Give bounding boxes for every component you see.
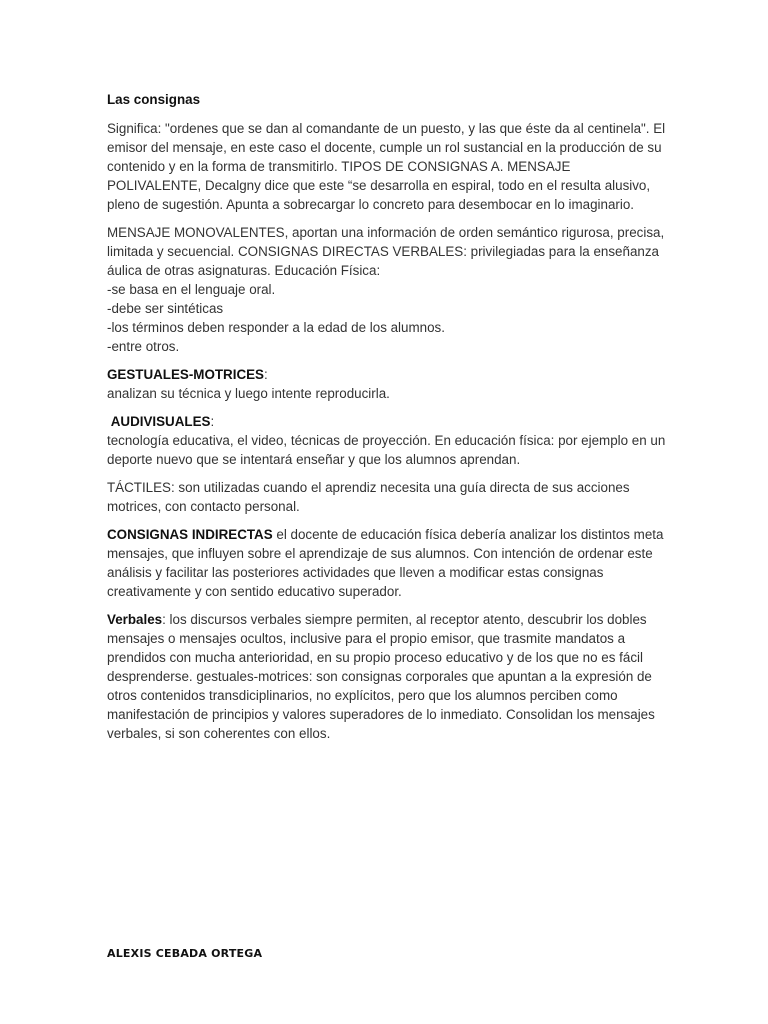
- paragraph-tactiles: TÁCTILES: son utilizadas cuando el aprendiz necesita una guía directa de sus acciones motrices, con contacto personal.: [107, 480, 630, 514]
- indirectas-text: el docente de educación física debería analizar los distintos meta mensajes, que influyen sobre el aprendizaje de sus alumnos. Con intención de ordenar este análisis y facilitar las posteriores actividades que lleven a modificar estas consignas creativamente y con sentido educativo superador.: [107, 527, 664, 599]
- document-title: Las consignas: [107, 92, 201, 107]
- list-item: -los términos deben responder a la edad de los alumnos.: [107, 320, 445, 335]
- audiovisuales-text: tecnología educativa, el video, técnicas de proyección. En educación física: por ejemplo en un deporte nuevo que se intentará enseñar y que los alumnos aprendan.: [107, 433, 666, 467]
- list-item: -entre otros.: [107, 339, 180, 354]
- monovalentes-text: MENSAJE MONOVALENTES, aportan una información de orden semántico rigurosa, precisa, limitada y secuencial. CONSIGNAS DIRECTAS VERBALES: privilegiadas para la enseñanza áulica de otras asignaturas. Educación Física:: [107, 225, 665, 278]
- paragraph-monovalentes: [107, 223, 667, 356]
- footer-author: ALEXIS CEBADA ORTEGA: [107, 947, 263, 960]
- gestuales-text: analizan su técnica y luego intente reproducirla.: [107, 386, 390, 401]
- paragraph-indirectas: [107, 525, 667, 601]
- paragraph-significa: Significa: "ordenes que se dan al comandante de un puesto, y las que éste da al centinela". El emisor del mensaje, en este caso el docente, cumple un rol sustancial en la producción de su contenido y en la forma de transmitirlo. TIPOS DE CONSIGNAS A. MENSAJE POLIVALENTE, Decalgny dice que este “se desarrolla en espiral, todo en el resulta alusivo, pleno de sugestión. Apunta a sobrecargar lo concreto para desembocar en lo imaginario.: [107, 121, 666, 212]
- audiovisuales-colon: :: [210, 414, 215, 429]
- indirectas-heading: CONSIGNAS INDIRECTAS: [107, 527, 273, 542]
- gestuales-heading: GESTUALES-MOTRICES: [107, 367, 264, 382]
- document-body: [107, 90, 667, 752]
- paragraph-gestuales: [107, 365, 667, 403]
- gestuales-colon: :: [263, 367, 268, 382]
- audiovisuales-heading: AUDIVISUALES: [110, 414, 211, 429]
- paragraph-verbales: [107, 610, 667, 743]
- list-item: -se basa en el lenguaje oral.: [107, 282, 276, 297]
- verbales-heading: Verbales: [107, 612, 163, 627]
- verbales-text: : los discursos verbales siempre permiten, al receptor atento, descubrir los dobles mensajes o mensajes ocultos, inclusive para el propio emisor, que trasmite mandatos a prendidos con mucha anterioridad, en su propio proceso educativo y de los que no es fácil desprenderse. gestuales-motrices: son consignas corporales que apuntan a la expresión de otros contenidos transdiciplinarios, no explícitos, pero que los alumnos perciben como manifestación de principios y valores superadores de lo inmediato. Consolidan los mensajes verbales, si son coherentes con ellos.: [107, 612, 655, 741]
- list-item: -debe ser sintéticas: [107, 301, 224, 316]
- paragraph-audiovisuales: [107, 412, 667, 469]
